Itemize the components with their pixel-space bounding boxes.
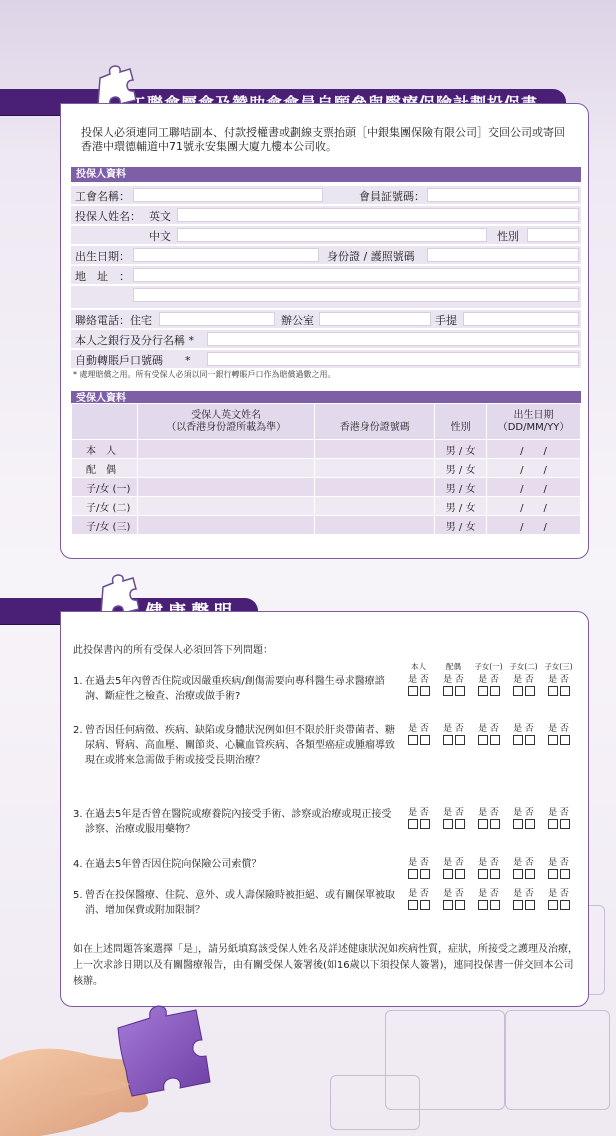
union-name-field[interactable] bbox=[133, 188, 323, 202]
yes-no-label: 是 否 bbox=[513, 858, 534, 868]
member-no-label: 會員証號碼： bbox=[359, 190, 425, 203]
answers-q4 bbox=[401, 858, 577, 880]
yes-checkbox[interactable] bbox=[478, 686, 488, 696]
gender-cell[interactable]: 男 / 女 bbox=[435, 478, 487, 497]
answer-group bbox=[436, 858, 471, 880]
col-relation bbox=[72, 404, 138, 440]
name-cell[interactable] bbox=[137, 440, 315, 459]
no-checkbox[interactable] bbox=[525, 819, 535, 829]
question-number: 3. bbox=[73, 809, 83, 820]
no-checkbox[interactable] bbox=[420, 686, 430, 696]
no-checkbox[interactable] bbox=[560, 869, 570, 879]
answer-group bbox=[541, 675, 576, 697]
question-text: 在過去5年內曾否住院或因嚴重疾病/創傷需要向專科醫生尋求醫療諮詢、斷症性之檢查、治療或做手術? bbox=[85, 676, 385, 702]
no-checkbox[interactable] bbox=[525, 686, 535, 696]
answers-q2 bbox=[401, 724, 577, 746]
name-cell[interactable] bbox=[137, 497, 315, 516]
name-english-field[interactable] bbox=[177, 208, 579, 222]
puzzle-outline-deco bbox=[330, 1075, 420, 1130]
yes-checkbox[interactable] bbox=[408, 819, 418, 829]
table-row bbox=[72, 497, 581, 516]
answer-group bbox=[506, 808, 541, 830]
yes-checkbox[interactable] bbox=[513, 686, 523, 696]
yes-checkbox[interactable] bbox=[513, 735, 523, 745]
row-bank bbox=[71, 330, 581, 348]
address-field-1[interactable] bbox=[133, 268, 579, 282]
health-panel bbox=[60, 611, 589, 1007]
yes-no-label: 是 否 bbox=[443, 808, 464, 818]
office-phone-field[interactable] bbox=[319, 312, 431, 326]
answer-group bbox=[471, 858, 506, 880]
yes-no-label: 是 否 bbox=[408, 889, 429, 899]
bank-label: 本人之銀行及分行名稱 * bbox=[75, 334, 194, 347]
dob-cell[interactable]: / / bbox=[487, 497, 581, 516]
english-label: 英文 bbox=[149, 210, 171, 223]
chinese-label: 中文 bbox=[149, 230, 171, 243]
answer-group bbox=[541, 724, 576, 746]
answer-group bbox=[471, 808, 506, 830]
question-number: 1. bbox=[73, 676, 83, 687]
yes-checkbox[interactable] bbox=[478, 900, 488, 910]
yes-no-label: 是 否 bbox=[478, 724, 499, 734]
dob-field[interactable] bbox=[133, 248, 319, 262]
spacer-row bbox=[71, 304, 581, 308]
intro-text: 投保人必須連同工聯咭副本、付款授權書或劃線支票抬頭［中銀集團保險有限公司］交回公司或寄回香港中環德輔道中71號永安集團大廈九樓本公司收。 bbox=[81, 126, 565, 153]
row-union bbox=[71, 186, 581, 204]
autopay-label: 自動轉賬戶口號碼 * bbox=[75, 354, 191, 367]
yes-checkbox[interactable] bbox=[548, 900, 558, 910]
gender-cell[interactable]: 男 / 女 bbox=[435, 497, 487, 516]
bank-field[interactable] bbox=[207, 332, 579, 346]
question-2 bbox=[73, 723, 395, 768]
mobile-phone-field[interactable] bbox=[463, 312, 579, 326]
id-cell[interactable] bbox=[315, 478, 435, 497]
puzzle-outline-deco bbox=[505, 1010, 610, 1110]
union-name-label: 工會名稱： bbox=[75, 190, 130, 203]
row-phone bbox=[71, 310, 581, 328]
id-cell[interactable] bbox=[315, 459, 435, 478]
insured-table bbox=[71, 403, 581, 535]
question-number: 5. bbox=[73, 890, 83, 901]
no-checkbox[interactable] bbox=[455, 686, 465, 696]
no-checkbox[interactable] bbox=[525, 900, 535, 910]
no-checkbox[interactable] bbox=[560, 900, 570, 910]
relation-cell: 子/女 (一) bbox=[72, 478, 138, 497]
no-checkbox[interactable] bbox=[525, 869, 535, 879]
no-checkbox[interactable] bbox=[420, 869, 430, 879]
mobile-label: 手提 bbox=[435, 314, 457, 327]
yes-no-label: 是 否 bbox=[408, 858, 429, 868]
yes-checkbox[interactable] bbox=[408, 686, 418, 696]
answer-group bbox=[506, 675, 541, 697]
col-id-title: 香港身份證號碼 bbox=[339, 421, 410, 433]
answers-q5 bbox=[401, 889, 577, 911]
office-label: 辦公室 bbox=[281, 314, 314, 327]
puzzle-piece-icon bbox=[92, 64, 136, 106]
yes-no-label: 是 否 bbox=[548, 889, 569, 899]
question-number: 2. bbox=[73, 725, 83, 736]
question-5 bbox=[73, 888, 395, 918]
id-cell[interactable] bbox=[315, 497, 435, 516]
yes-no-label: 是 否 bbox=[478, 808, 499, 818]
col-child-3: 子女(三) bbox=[544, 662, 573, 671]
question-text: 在過去5年是否曾在醫院或療養院內接受手術、診察或治療或現正接受診察、治療或服用藥物？ bbox=[85, 809, 392, 835]
col-child-2: 子女(二) bbox=[509, 662, 538, 671]
no-checkbox[interactable] bbox=[455, 869, 465, 879]
health-footer-text: 如在上述問題答案選擇「是」，請另紙填寫該受保人姓名及詳述健康狀況如疾病性質，症狀，所接受之護理及治療，上一次求診日期以及有關醫療報告，由有關受保人簽署後(如16歲以下須投保人簽署)，連同投保書一併交回本公司核辦。 bbox=[73, 944, 578, 987]
row-autopay bbox=[71, 350, 581, 368]
name-cell[interactable] bbox=[137, 478, 315, 497]
name-cell[interactable] bbox=[137, 516, 315, 535]
no-checkbox[interactable] bbox=[490, 869, 500, 879]
yes-checkbox[interactable] bbox=[478, 819, 488, 829]
no-checkbox[interactable] bbox=[490, 900, 500, 910]
table-row bbox=[72, 478, 581, 497]
question-text: 在過去5年曾否因住院向保險公司索償？ bbox=[85, 859, 262, 870]
answer-group bbox=[471, 889, 506, 911]
id-cell[interactable] bbox=[315, 516, 435, 535]
id-label: 身份證 / 護照號碼 bbox=[327, 250, 415, 263]
gender-cell[interactable]: 男 / 女 bbox=[435, 459, 487, 478]
answers-q1 bbox=[401, 675, 577, 697]
yes-checkbox[interactable] bbox=[513, 900, 523, 910]
dob-cell[interactable]: / / bbox=[487, 516, 581, 535]
answer-group bbox=[506, 889, 541, 911]
yes-checkbox[interactable] bbox=[478, 869, 488, 879]
question-text: 曾否在投保醫療、住院、意外、或人壽保險時被拒絕、或有關保單被取消、增加保費或附加限制？ bbox=[85, 890, 395, 916]
hand-puzzle-illustration bbox=[0, 1000, 240, 1136]
no-checkbox[interactable] bbox=[455, 819, 465, 829]
col-name-title: 受保人英文姓名 bbox=[191, 409, 262, 421]
answer-group bbox=[436, 724, 471, 746]
relation-cell: 配 偶 bbox=[72, 459, 138, 478]
no-checkbox[interactable] bbox=[455, 735, 465, 745]
question-3 bbox=[73, 807, 395, 837]
yes-no-label: 是 否 bbox=[513, 675, 534, 685]
table-row bbox=[72, 459, 581, 478]
row-name-en bbox=[71, 206, 581, 224]
application-panel bbox=[60, 103, 589, 559]
col-dob-sub: （DD/MM/YY） bbox=[497, 421, 570, 433]
answer-group bbox=[401, 858, 436, 880]
yes-checkbox[interactable] bbox=[408, 869, 418, 879]
no-checkbox[interactable] bbox=[490, 686, 500, 696]
table-row bbox=[72, 440, 581, 459]
col-name bbox=[137, 404, 315, 440]
dob-cell[interactable]: / / bbox=[487, 478, 581, 497]
yes-no-label: 是 否 bbox=[548, 858, 569, 868]
yes-no-label: 是 否 bbox=[443, 724, 464, 734]
insured-section-header: 受保人資料 bbox=[71, 391, 581, 406]
yes-checkbox[interactable] bbox=[548, 869, 558, 879]
autopay-field[interactable] bbox=[207, 352, 579, 366]
answer-group bbox=[541, 889, 576, 911]
yes-checkbox[interactable] bbox=[548, 819, 558, 829]
row-address-1 bbox=[71, 266, 581, 284]
question-1 bbox=[73, 674, 395, 704]
col-name-sub: （以香港身份證所載為準） bbox=[166, 421, 287, 433]
gender-label: 性別 bbox=[497, 230, 519, 243]
yes-checkbox[interactable] bbox=[513, 819, 523, 829]
member-no-field[interactable] bbox=[427, 188, 579, 202]
col-spouse: 配偶 bbox=[446, 662, 461, 671]
answer-group bbox=[401, 889, 436, 911]
yes-no-label: 是 否 bbox=[408, 808, 429, 818]
yes-checkbox[interactable] bbox=[478, 735, 488, 745]
yes-no-label: 是 否 bbox=[513, 724, 534, 734]
puzzle-piece-icon bbox=[95, 573, 139, 615]
relation-cell: 本 人 bbox=[72, 440, 138, 459]
id-cell[interactable] bbox=[315, 440, 435, 459]
question-number: 4. bbox=[73, 859, 83, 870]
yes-checkbox[interactable] bbox=[513, 869, 523, 879]
yes-checkbox[interactable] bbox=[443, 686, 453, 696]
no-checkbox[interactable] bbox=[490, 819, 500, 829]
id-field[interactable] bbox=[427, 248, 579, 262]
insured-table-header bbox=[72, 404, 581, 440]
no-checkbox[interactable] bbox=[560, 735, 570, 745]
col-self: 本人 bbox=[411, 662, 426, 671]
row-address-2 bbox=[71, 286, 581, 304]
yes-no-label: 是 否 bbox=[513, 889, 534, 899]
yes-checkbox[interactable] bbox=[443, 735, 453, 745]
no-checkbox[interactable] bbox=[455, 900, 465, 910]
relation-cell: 子/女 (二) bbox=[72, 497, 138, 516]
no-checkbox[interactable] bbox=[525, 735, 535, 745]
question-text: 曾否因任何病徵、疾病、缺陷或身體狀況例如但不限於肝炎帶菌者、糖尿病、腎病、高血壓、關節炎、心臟血管疾病、各類型癌症或腫瘤導致現在或將來急需做手術或接受長期治療？ bbox=[85, 725, 395, 766]
row-name-zh bbox=[71, 226, 581, 244]
dob-cell[interactable]: / / bbox=[487, 459, 581, 478]
yes-checkbox[interactable] bbox=[548, 735, 558, 745]
answer-group bbox=[401, 808, 436, 830]
policyholder-section-header: 投保人資料 bbox=[71, 167, 581, 182]
no-checkbox[interactable] bbox=[420, 735, 430, 745]
name-label: 投保人姓名： bbox=[75, 210, 141, 223]
bank-note: * 處理賠償之用。所有受保人必須以同一銀行轉賬戶口作為賠償過數之用。 bbox=[73, 370, 336, 379]
answer-group bbox=[506, 724, 541, 746]
table-row bbox=[72, 516, 581, 535]
answer-group bbox=[506, 858, 541, 880]
no-checkbox[interactable] bbox=[490, 735, 500, 745]
gender-field[interactable] bbox=[527, 228, 579, 242]
yes-no-label: 是 否 bbox=[478, 675, 499, 685]
yes-no-label: 是 否 bbox=[478, 858, 499, 868]
dob-label: 出生日期： bbox=[75, 250, 130, 263]
answer-group bbox=[436, 808, 471, 830]
yes-no-label: 是 否 bbox=[478, 889, 499, 899]
col-dob-title: 出生日期 bbox=[513, 409, 554, 421]
phone-label: 聯絡電話：住宅 bbox=[75, 314, 152, 327]
answer-group bbox=[436, 675, 471, 697]
no-checkbox[interactable] bbox=[560, 819, 570, 829]
row-dob bbox=[71, 246, 581, 264]
home-phone-field[interactable] bbox=[159, 312, 275, 326]
col-gender-title: 性別 bbox=[450, 421, 471, 433]
yes-checkbox[interactable] bbox=[548, 686, 558, 696]
address-field-2[interactable] bbox=[133, 288, 579, 302]
yes-no-label: 是 否 bbox=[443, 889, 464, 899]
col-gender bbox=[435, 404, 487, 440]
no-checkbox[interactable] bbox=[560, 686, 570, 696]
yes-no-label: 是 否 bbox=[443, 858, 464, 868]
yes-checkbox[interactable] bbox=[443, 900, 453, 910]
yes-no-label: 是 否 bbox=[513, 808, 534, 818]
yes-checkbox[interactable] bbox=[408, 735, 418, 745]
no-checkbox[interactable] bbox=[420, 819, 430, 829]
yes-no-label: 是 否 bbox=[408, 724, 429, 734]
answer-group bbox=[541, 808, 576, 830]
yes-checkbox[interactable] bbox=[443, 869, 453, 879]
yes-no-label: 是 否 bbox=[548, 675, 569, 685]
col-id bbox=[315, 404, 435, 440]
answer-group bbox=[436, 889, 471, 911]
answer-column-headers bbox=[401, 661, 577, 672]
relation-cell: 子/女 (三) bbox=[72, 516, 138, 535]
col-dob bbox=[487, 404, 581, 440]
no-checkbox[interactable] bbox=[420, 900, 430, 910]
question-4 bbox=[73, 857, 395, 872]
yes-checkbox[interactable] bbox=[408, 900, 418, 910]
yes-no-label: 是 否 bbox=[548, 724, 569, 734]
address-label: 地 址 ： bbox=[75, 270, 130, 283]
name-chinese-field[interactable] bbox=[177, 228, 487, 242]
col-child-1: 子女(一) bbox=[474, 662, 503, 671]
yes-no-label: 是 否 bbox=[408, 675, 429, 685]
gender-cell[interactable]: 男 / 女 bbox=[435, 516, 487, 535]
health-intro: 此投保書內的所有受保人必須回答下列問題： bbox=[73, 645, 273, 656]
yes-checkbox[interactable] bbox=[443, 819, 453, 829]
yes-no-label: 是 否 bbox=[443, 675, 464, 685]
name-cell[interactable] bbox=[137, 459, 315, 478]
answer-group bbox=[401, 724, 436, 746]
gender-cell[interactable]: 男 / 女 bbox=[435, 440, 487, 459]
answer-group bbox=[541, 858, 576, 880]
answer-group bbox=[471, 675, 506, 697]
answer-group bbox=[471, 724, 506, 746]
answer-group bbox=[401, 675, 436, 697]
answers-q3 bbox=[401, 808, 577, 830]
yes-no-label: 是 否 bbox=[548, 808, 569, 818]
dob-cell[interactable]: / / bbox=[487, 440, 581, 459]
